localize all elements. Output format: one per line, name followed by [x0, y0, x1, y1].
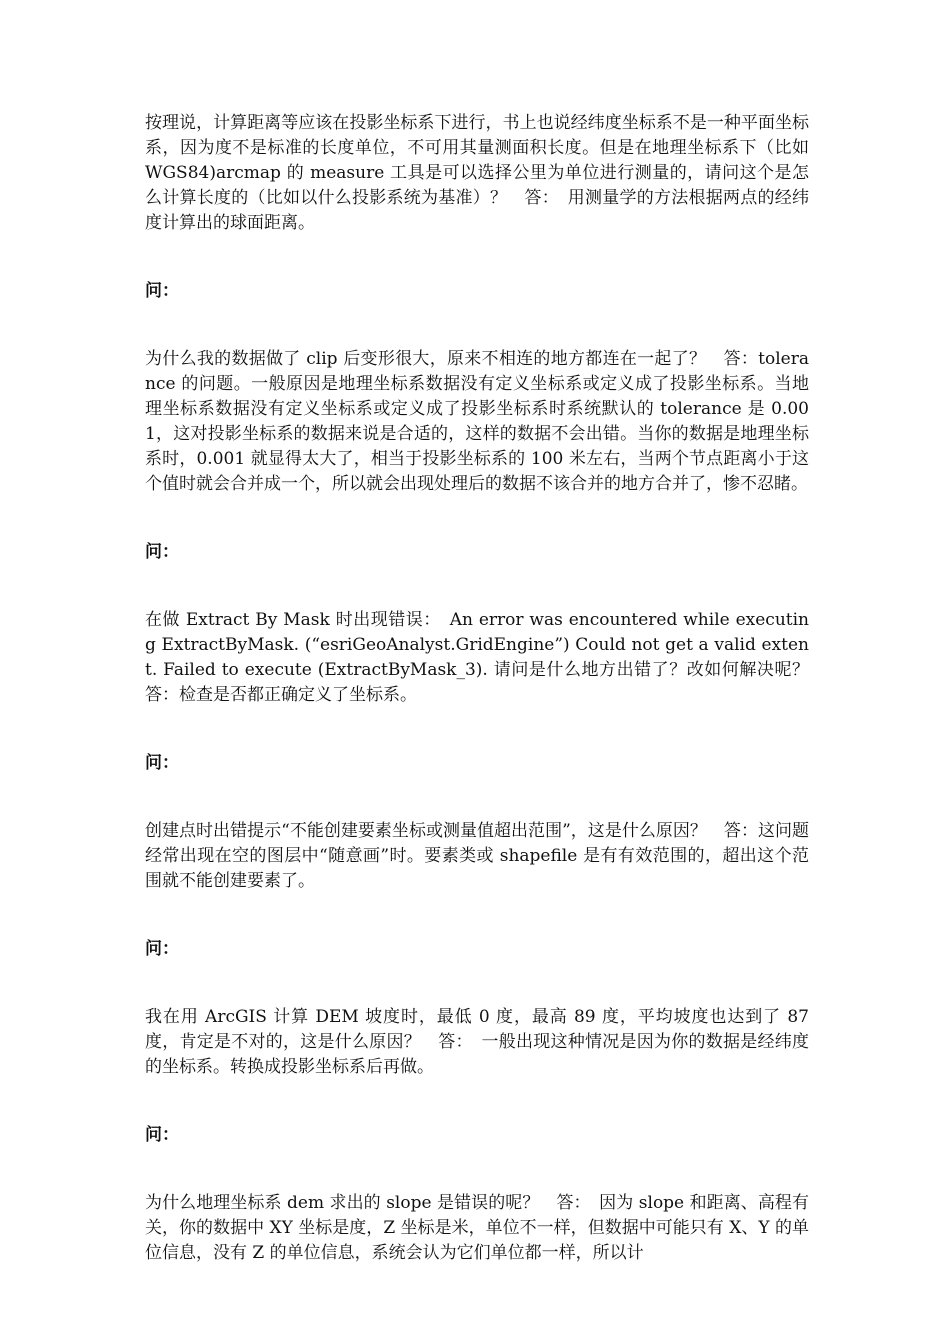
paragraph-6: 为什么地理坐标系 dem 求出的 slope 是错误的呢？ 答： 因为 slope 和距离、高程有关，你的数据中 XY 坐标是度，Z 坐标是米，单位不一样，但数据中可能只有 X、Y 的单位信息，没有 Z 的单位信息，系统会认为它们单位都一样，所以计	[145, 1193, 809, 1263]
document-page	[145, 111, 826, 1266]
question-heading: 问：	[145, 542, 179, 562]
question-heading: 问：	[145, 939, 179, 959]
paragraph-2: 为什么我的数据做了 clip 后变形很大，原来不相连的地方都连在一起了？ 答：tolerance 的问题。一般原因是地理坐标系数据没有定义坐标系或定义成了投影坐标系。当地理坐标系数据没有定义坐标系或定义成了投影坐标系时系统默认的 tolerance 是 0.001，这对投影坐标系的数据来说是合适的，这样的数据不会出错。当你的数据是地理坐标系时，0.001 就显得太大了，相当于投影坐标系的 100 米左右，当两个节点距离小于这个值时就会合并成一个，所以就会出现处理后的数据不该合并的地方合并了，惨不忍睹。	[145, 349, 809, 494]
paragraph-5: 我在用 ArcGIS 计算 DEM 坡度时，最低 0 度，最高 89 度，平均坡度也达到了 87 度，肯定是不对的，这是什么原因？ 答： 一般出现这种情况是因为你的数据是经纬度的坐标系。转换成投影坐标系后再做。	[145, 1007, 809, 1077]
paragraph-4: 创建点时出错提示“不能创建要素坐标或测量值超出范围”，这是什么原因？ 答：这问题经常出现在空的图层中“随意画”时。要素类或 shapefile 是有有效范围的，超出这个范围就不能创建要素了。	[145, 821, 809, 891]
question-heading: 问：	[145, 753, 179, 773]
question-heading: 问：	[145, 1125, 179, 1145]
paragraph-3: 在做 Extract By Mask 时出现错误： An error was encountered while executing ExtractByMask. (“esriGeoAnalyst.GridEngine”) Could not get a valid extent. Failed to execute (ExtractByMask_3). 请问是什么地方出错了？改如何解决呢？ 答：检查是否都正确定义了坐标系。	[145, 610, 826, 705]
paragraph-1: 按理说，计算距离等应该在投影坐标系下进行，书上也说经纬度坐标系不是一种平面坐标系，因为度不是标准的长度单位，不可用其量测面积长度。但是在地理坐标系下（比如 WGS84)arcmap 的 measure 工具是可以选择公里为单位进行测量的，请问这个是怎么计算长度的（比如以什么投影系统为基准）？ 答： 用测量学的方法根据两点的经纬度计算出的球面距离。	[145, 113, 809, 233]
question-heading: 问：	[145, 281, 179, 301]
